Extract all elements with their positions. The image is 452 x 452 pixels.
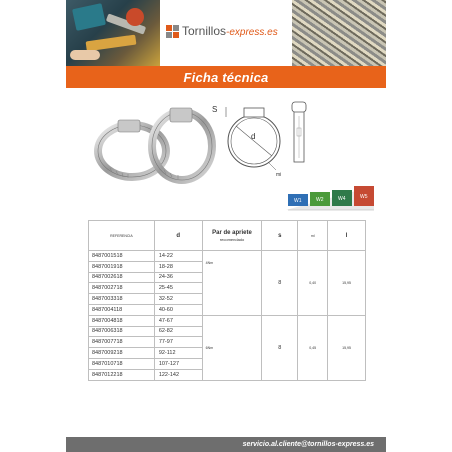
title-bar (66, 66, 386, 88)
w-class-legend (284, 180, 376, 220)
clamp-diagram (206, 96, 326, 186)
d-cell: 47-67 (154, 315, 202, 326)
w2-label: W2 (316, 197, 324, 203)
page-title: Ficha técnica (183, 69, 269, 85)
col-ml: ml (298, 221, 328, 251)
ref-cell: 8487002718 (89, 283, 155, 294)
col-par (202, 221, 262, 251)
ml-cell: 0,40 (298, 251, 328, 316)
par-cell: 4Nm (202, 251, 262, 316)
ref-cell: 8487006318 (89, 326, 155, 337)
ref-cell: 8487001918 (89, 261, 155, 272)
par-cell: 6Nm (202, 315, 262, 380)
s-label: S (212, 105, 218, 114)
d-cell: 25-45 (154, 283, 202, 294)
d-cell: 92-112 (154, 348, 202, 359)
header (66, 0, 386, 85)
d-cell: 62-82 (154, 326, 202, 337)
col-d: d (154, 221, 202, 251)
table-row (89, 315, 366, 326)
d-cell: 40-60 (154, 304, 202, 315)
d-cell: 24-36 (154, 272, 202, 283)
col-par-title: Par de apriete (212, 229, 252, 236)
brand-logo[interactable] (166, 24, 278, 38)
d-cell: 107-127 (154, 358, 202, 369)
tools-photo (66, 0, 160, 66)
ref-cell: 8487007718 (89, 337, 155, 348)
hose-clamp-photo (90, 96, 220, 196)
w5-label: W5 (360, 194, 368, 200)
logo-icon (166, 25, 179, 38)
brand-main: Tornillos (182, 24, 227, 38)
d-label: d (251, 132, 256, 141)
ml-cell: 0,45 (298, 315, 328, 380)
col-l: l (328, 221, 366, 251)
s-cell: 8 (262, 315, 298, 380)
ref-cell: 8487004118 (89, 304, 155, 315)
d-cell: 77-97 (154, 337, 202, 348)
l-cell: 15,95 (328, 315, 366, 380)
ref-cell: 8487004818 (89, 315, 155, 326)
spec-table (88, 220, 366, 381)
brand-suffix: -express.es (226, 27, 278, 38)
d-cell: 122-142 (154, 369, 202, 380)
ref-cell: 8487010718 (89, 358, 155, 369)
col-ref: REFERENCIA (89, 221, 155, 251)
col-par-sub: recomendado (219, 236, 245, 242)
datasheet-page (66, 0, 386, 452)
col-s: s (262, 221, 298, 251)
l-cell: 15,95 (328, 251, 366, 316)
w1-label: W1 (294, 198, 302, 204)
mi-label: mi (276, 172, 282, 178)
s-cell: 8 (262, 251, 298, 316)
d-cell: 18-28 (154, 261, 202, 272)
table-row (89, 251, 366, 262)
table-header-row (89, 221, 366, 251)
contact-email-link[interactable]: servicio.al.cliente@tornillos-express.es (242, 441, 374, 448)
ref-cell: 8487003318 (89, 294, 155, 305)
ref-cell: 8487009218 (89, 348, 155, 359)
ref-cell: 8487012218 (89, 369, 155, 380)
ref-cell: 8487002618 (89, 272, 155, 283)
d-cell: 32-52 (154, 294, 202, 305)
ref-cell: 8487001518 (89, 251, 155, 262)
d-cell: 14-22 (154, 251, 202, 262)
footer (66, 437, 386, 452)
screws-photo (292, 0, 386, 66)
w4-label: W4 (338, 196, 346, 202)
